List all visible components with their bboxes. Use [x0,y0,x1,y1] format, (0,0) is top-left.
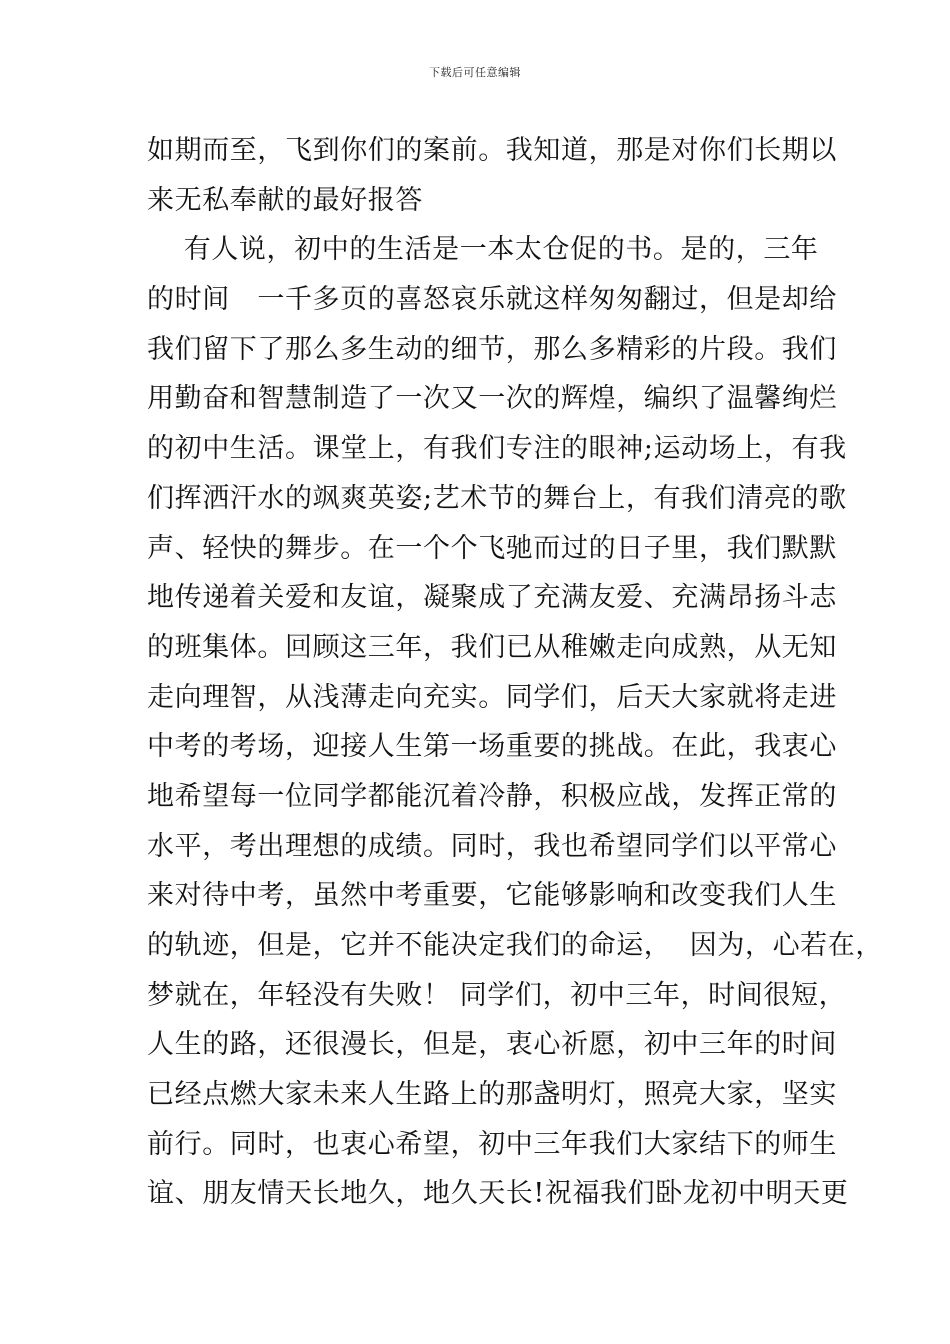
text-line: 的时间 一千多页的喜怒哀乐就这样匆匆翻过，但是却给 [147,284,837,316]
text-line: 来无私奉献的最好报答 [147,184,423,216]
text-line: 的轨迹，但是，它并不能决定我们的命运， 因为，心若在， [147,930,883,961]
text-line: 们挥洒汗水的飒爽英姿;艺术节的舞台上，有我们清亮的歌 [147,482,847,514]
page-header: 下载后可任意编辑 [429,66,521,79]
text-line: 已经点燃大家未来人生路上的那盏明灯，照亮大家，坚实 [147,1079,837,1111]
text-line: 我们留下了那么多生动的细节，那么多精彩的片段。我们 [147,333,837,365]
text-line: 用勤奋和智慧制造了一次又一次的辉煌，编织了温馨绚烂 [147,383,837,415]
text-line: 如期而至，飞到你们的案前。我知道，那是对你们长期以 [147,135,837,166]
text-line: 的班集体。回顾这三年，我们已从稚嫩走向成熟，从无知 [147,631,837,663]
text-line: 声、轻快的舞步。在一个个飞驰而过的日子里，我们默默 [147,532,837,564]
text-line: 的初中生活。课堂上，有我们专注的眼神;运动场上，有我 [147,433,847,465]
text-line: 地传递着关爱和友谊，凝聚成了充满友爱、充满昂扬斗志 [147,582,837,614]
text-line: 水平，考出理想的成绩。同时，我也希望同学们以平常心 [147,830,837,862]
text-line: 中考的考场，迎接人生第一场重要的挑战。在此，我衷心 [147,731,837,763]
text-line: 有人说，初中的生活是一本太仓促的书。是的，三年 [147,234,819,266]
text-line: 谊、朋友情天长地久，地久天长!祝福我们卧龙初中明天更 [147,1178,849,1210]
document-body [147,126,883,1219]
text-line: 前行。同时，也衷心希望，初中三年我们大家结下的师生 [147,1128,837,1160]
text-line: 人生的路，还很漫长，但是，衷心祈愿，初中三年的时间 [147,1029,837,1061]
text-line: 走向理智，从浅薄走向充实。同学们，后天大家就将走进 [147,681,837,713]
text-line: 来对待中考，虽然中考重要，它能够影响和改变我们人生 [147,880,837,912]
text-line: 地希望每一位同学都能沉着冷静，积极应战，发挥正常的 [147,780,837,812]
text-line: 梦就在，年轻没有失败！ 同学们，初中三年，时间很短， [147,979,847,1011]
